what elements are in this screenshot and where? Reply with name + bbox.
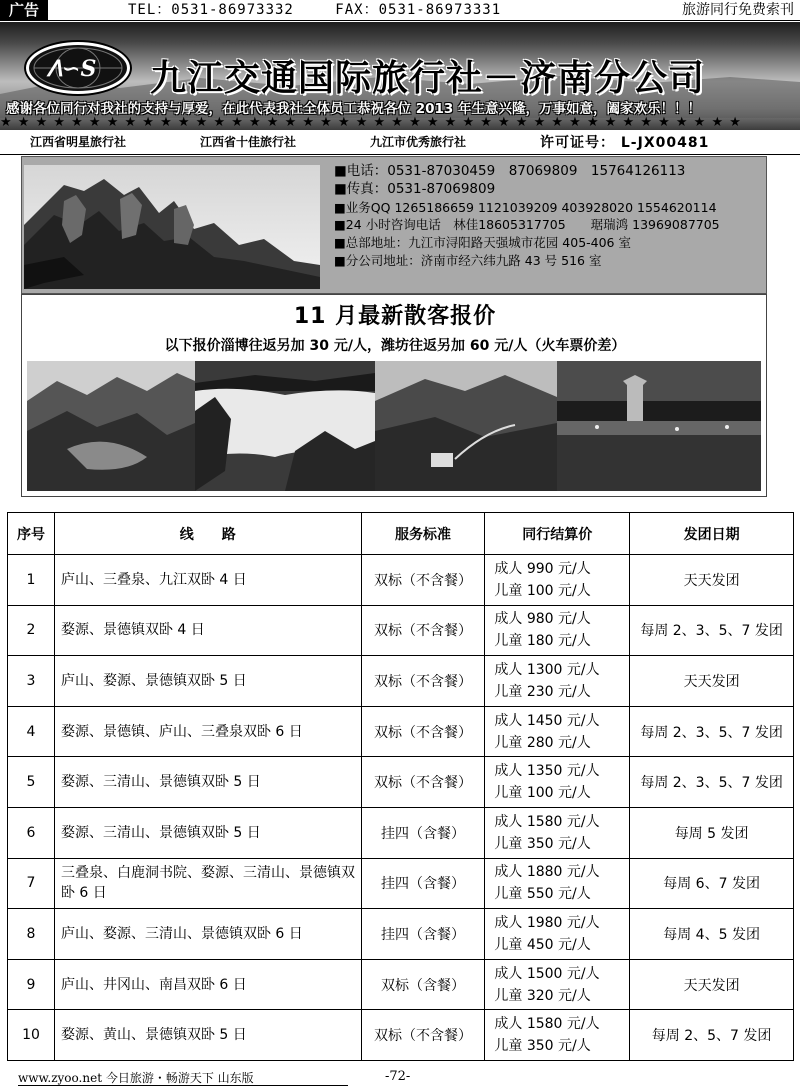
table-row (8, 959, 794, 1010)
page-footer (0, 1068, 800, 1086)
row-route: 婺源、三清山、景德镇双卧 5 日 (54, 807, 361, 858)
row-service: 挂四（含餐） (361, 909, 485, 960)
row-date: 每周 2、3、5、7 发团 (630, 706, 794, 757)
col-header-service: 服务标准 (361, 513, 485, 555)
row-price (485, 959, 630, 1010)
company-logo (26, 42, 130, 94)
row-price (485, 656, 630, 707)
row-no: 5 (8, 757, 55, 808)
row-price (485, 1010, 630, 1061)
award-3: 九江市优秀旅行社 (370, 135, 467, 149)
hotline-line: ■24 小时咨询电话 林佳18605317705 琚瑞鸿 13969087705 (334, 217, 720, 233)
row-price (485, 706, 630, 757)
agency-awards (0, 131, 800, 155)
child-price: 儿童 100 元/人 (494, 785, 591, 802)
child-price: 儿童 450 元/人 (494, 936, 591, 953)
row-price (485, 858, 630, 909)
row-no: 4 (8, 706, 55, 757)
row-date: 每周 2、5、7 发团 (630, 1010, 794, 1061)
table-row (8, 555, 794, 606)
adult-price: 成人 1580 元/人 (494, 813, 600, 830)
page-number: -72- (385, 1069, 411, 1084)
adult-price: 成人 1500 元/人 (494, 965, 600, 982)
row-service: 挂四（含餐） (361, 807, 485, 858)
contact-panel (21, 156, 767, 294)
footer-site: www.zyoo.net 今日旅游・畅游天下 山东版 (18, 1071, 254, 1085)
row-service: 双标（不含餐） (361, 757, 485, 808)
adult-price: 成人 990 元/人 (494, 560, 591, 577)
gallery-photo-clouds (195, 361, 375, 491)
adult-price: 成人 1580 元/人 (494, 1016, 600, 1033)
row-route: 婺源、景德镇双卧 4 日 (54, 605, 361, 656)
col-header-no: 序号 (8, 513, 55, 555)
photo-gallery (27, 361, 761, 491)
adult-price: 成人 1300 元/人 (494, 661, 600, 678)
row-no: 6 (8, 807, 55, 858)
child-price: 儿童 350 元/人 (494, 835, 591, 852)
row-route: 婺源、黄山、景德镇双卧 5 日 (54, 1010, 361, 1061)
qq-line: ■业务QQ 1265186659 1121039209 403928020 1554620114 (334, 199, 717, 215)
gallery-photo-mountains (27, 361, 195, 491)
row-service: 双标（不含餐） (361, 555, 485, 606)
adult-price: 成人 1350 元/人 (494, 763, 600, 780)
greeting-text: 感谢各位同行对我社的支持与厚爱，在此代表我社全体员工恭祝各位 2013 年生意兴隆，万事如意，阖家欢乐！！！ (6, 101, 701, 117)
child-price: 儿童 180 元/人 (494, 633, 591, 650)
row-service: 双标（不含餐） (361, 656, 485, 707)
row-date: 每周 4、5 发团 (630, 909, 794, 960)
row-route: 婺源、景德镇、庐山、三叠泉双卧 6 日 (54, 706, 361, 757)
table-row (8, 706, 794, 757)
adult-price: 成人 980 元/人 (494, 611, 591, 628)
child-price: 儿童 280 元/人 (494, 734, 591, 751)
col-header-date: 发团日期 (630, 513, 794, 555)
row-date: 天天发团 (630, 959, 794, 1010)
child-price: 儿童 550 元/人 (494, 886, 591, 903)
table-row (8, 656, 794, 707)
company-name: 九江交通国际旅行社－济南分公司 (150, 58, 706, 99)
row-route: 庐山、井冈山、南昌双卧 6 日 (54, 959, 361, 1010)
row-service: 双标（含餐） (361, 959, 485, 1010)
row-no: 10 (8, 1010, 55, 1061)
free-tag: 旅游同行免费索刊 (682, 2, 794, 18)
row-price (485, 605, 630, 656)
fax-line: ■传真：0531-87069809 (334, 180, 496, 197)
star-row: ★ ★ ★ ★ ★ ★ ★ ★ ★ ★ ★ ★ ★ ★ ★ ★ ★ ★ ★ ★ ★ ★ ★ ★ ★ ★ ★ ★ ★ ★ ★ ★ ★ ★ ★ ★ ★ ★ ★ ★ ★ ★ (0, 116, 742, 130)
row-no: 7 (8, 858, 55, 909)
table-header-row (8, 513, 794, 555)
row-date: 天天发团 (630, 555, 794, 606)
table-row (8, 909, 794, 960)
row-date: 天天发团 (630, 656, 794, 707)
company-banner (0, 22, 800, 130)
offer-subtitle: 以下报价淄博往返另加 30 元/人，潍坊往返另加 60 元/人（火车票价差） (164, 338, 626, 354)
logo-text: ᐱ∽S (47, 56, 97, 82)
hq-address: ■总部地址：九江市浔阳路天强城市花园 405-406 室 (334, 235, 631, 251)
child-price: 儿童 100 元/人 (494, 582, 591, 599)
adult-price: 成人 1880 元/人 (494, 864, 600, 881)
fax-number: FAX：0531-86973331 (335, 2, 502, 18)
gallery-photo-pavilion (557, 361, 761, 491)
award-2: 江西省十佳旅行社 (200, 135, 297, 149)
row-no: 1 (8, 555, 55, 606)
child-price: 儿童 230 元/人 (494, 683, 591, 700)
row-no: 8 (8, 909, 55, 960)
row-date: 每周 2、3、5、7 发团 (630, 757, 794, 808)
ad-tag: 广告 (0, 0, 48, 21)
branch-address: ■分公司地址：济南市经六纬九路 43 号 516 室 (334, 252, 602, 268)
offer-title: 11 月最新散客报价 (293, 304, 497, 329)
table-row (8, 858, 794, 909)
contact-line (128, 0, 538, 21)
tel-number: TEL：0531-86973332 (128, 2, 294, 18)
table-row (8, 807, 794, 858)
row-date: 每周 6、7 发团 (630, 858, 794, 909)
adult-price: 成人 1450 元/人 (494, 712, 600, 729)
row-service: 双标（不含餐） (361, 1010, 485, 1061)
contact-details (334, 163, 720, 270)
row-date: 每周 5 发团 (630, 807, 794, 858)
row-date: 每周 2、3、5、7 发团 (630, 605, 794, 656)
license-number: 许可证号： L-JX00481 (540, 135, 710, 151)
adult-price: 成人 1980 元/人 (494, 914, 600, 931)
route-price-table (7, 512, 794, 1061)
row-price (485, 555, 630, 606)
top-bar (0, 0, 800, 21)
row-route: 婺源、三清山、景德镇双卧 5 日 (54, 757, 361, 808)
table-row (8, 605, 794, 656)
row-no: 2 (8, 605, 55, 656)
col-header-route: 线 路 (54, 513, 361, 555)
col-header-price: 同行结算价 (485, 513, 630, 555)
row-service: 双标（不含餐） (361, 706, 485, 757)
row-no: 9 (8, 959, 55, 1010)
phone-line: ■电话：0531-87030459 87069809 15764126113 (334, 163, 686, 179)
row-price (485, 757, 630, 808)
row-service: 挂四（含餐） (361, 858, 485, 909)
child-price: 儿童 320 元/人 (494, 987, 591, 1004)
gallery-photo-pass (375, 361, 557, 491)
row-price (485, 807, 630, 858)
row-route: 三叠泉、白鹿洞书院、婺源、三清山、景德镇双卧 6 日 (54, 858, 361, 909)
row-route: 庐山、婺源、景德镇双卧 5 日 (54, 656, 361, 707)
row-price (485, 909, 630, 960)
award-1: 江西省明星旅行社 (30, 135, 127, 149)
child-price: 儿童 350 元/人 (494, 1038, 591, 1055)
offer-panel (21, 294, 767, 497)
row-service: 双标（不含餐） (361, 605, 485, 656)
mountain-photo (24, 165, 320, 289)
table-row (8, 1010, 794, 1061)
table-row (8, 757, 794, 808)
row-no: 3 (8, 656, 55, 707)
row-route: 庐山、婺源、三清山、景德镇双卧 6 日 (54, 909, 361, 960)
row-route: 庐山、三叠泉、九江双卧 4 日 (54, 555, 361, 606)
